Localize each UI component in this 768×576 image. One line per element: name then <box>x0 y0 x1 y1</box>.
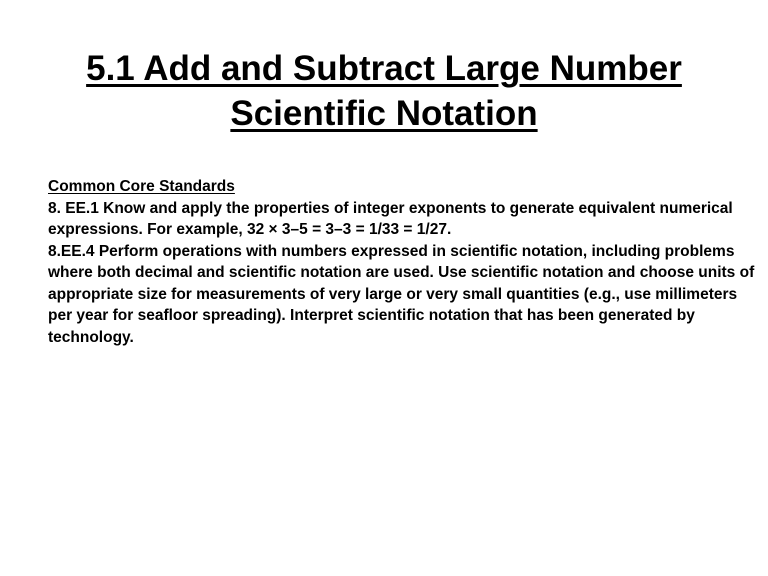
standard-8-ee-4: 8.EE.4 Perform operations with numbers expressed in scientific notation, including problems where both decimal and scientific notation are used. Use scientific notation and choose units of appropriate size for measurements of very large or very small quantities (e.g., use millimeters per year for seafloor spreading). Interpret scientific notation that has been generated by technology. <box>48 242 755 346</box>
slide-title <box>30 46 738 136</box>
title-line-2: Scientific Notation <box>230 94 538 133</box>
slide-body <box>48 176 760 348</box>
standards-heading: Common Core Standards <box>48 178 235 195</box>
standard-8-ee-1: 8. EE.1 Know and apply the properties of integer exponents to generate equivalent numerical expressions. For example, 32 × 3–5 = 3–3 = 1/33 = 1/27. <box>48 199 733 238</box>
title-line-1: 5.1 Add and Subtract Large Number <box>86 49 682 88</box>
